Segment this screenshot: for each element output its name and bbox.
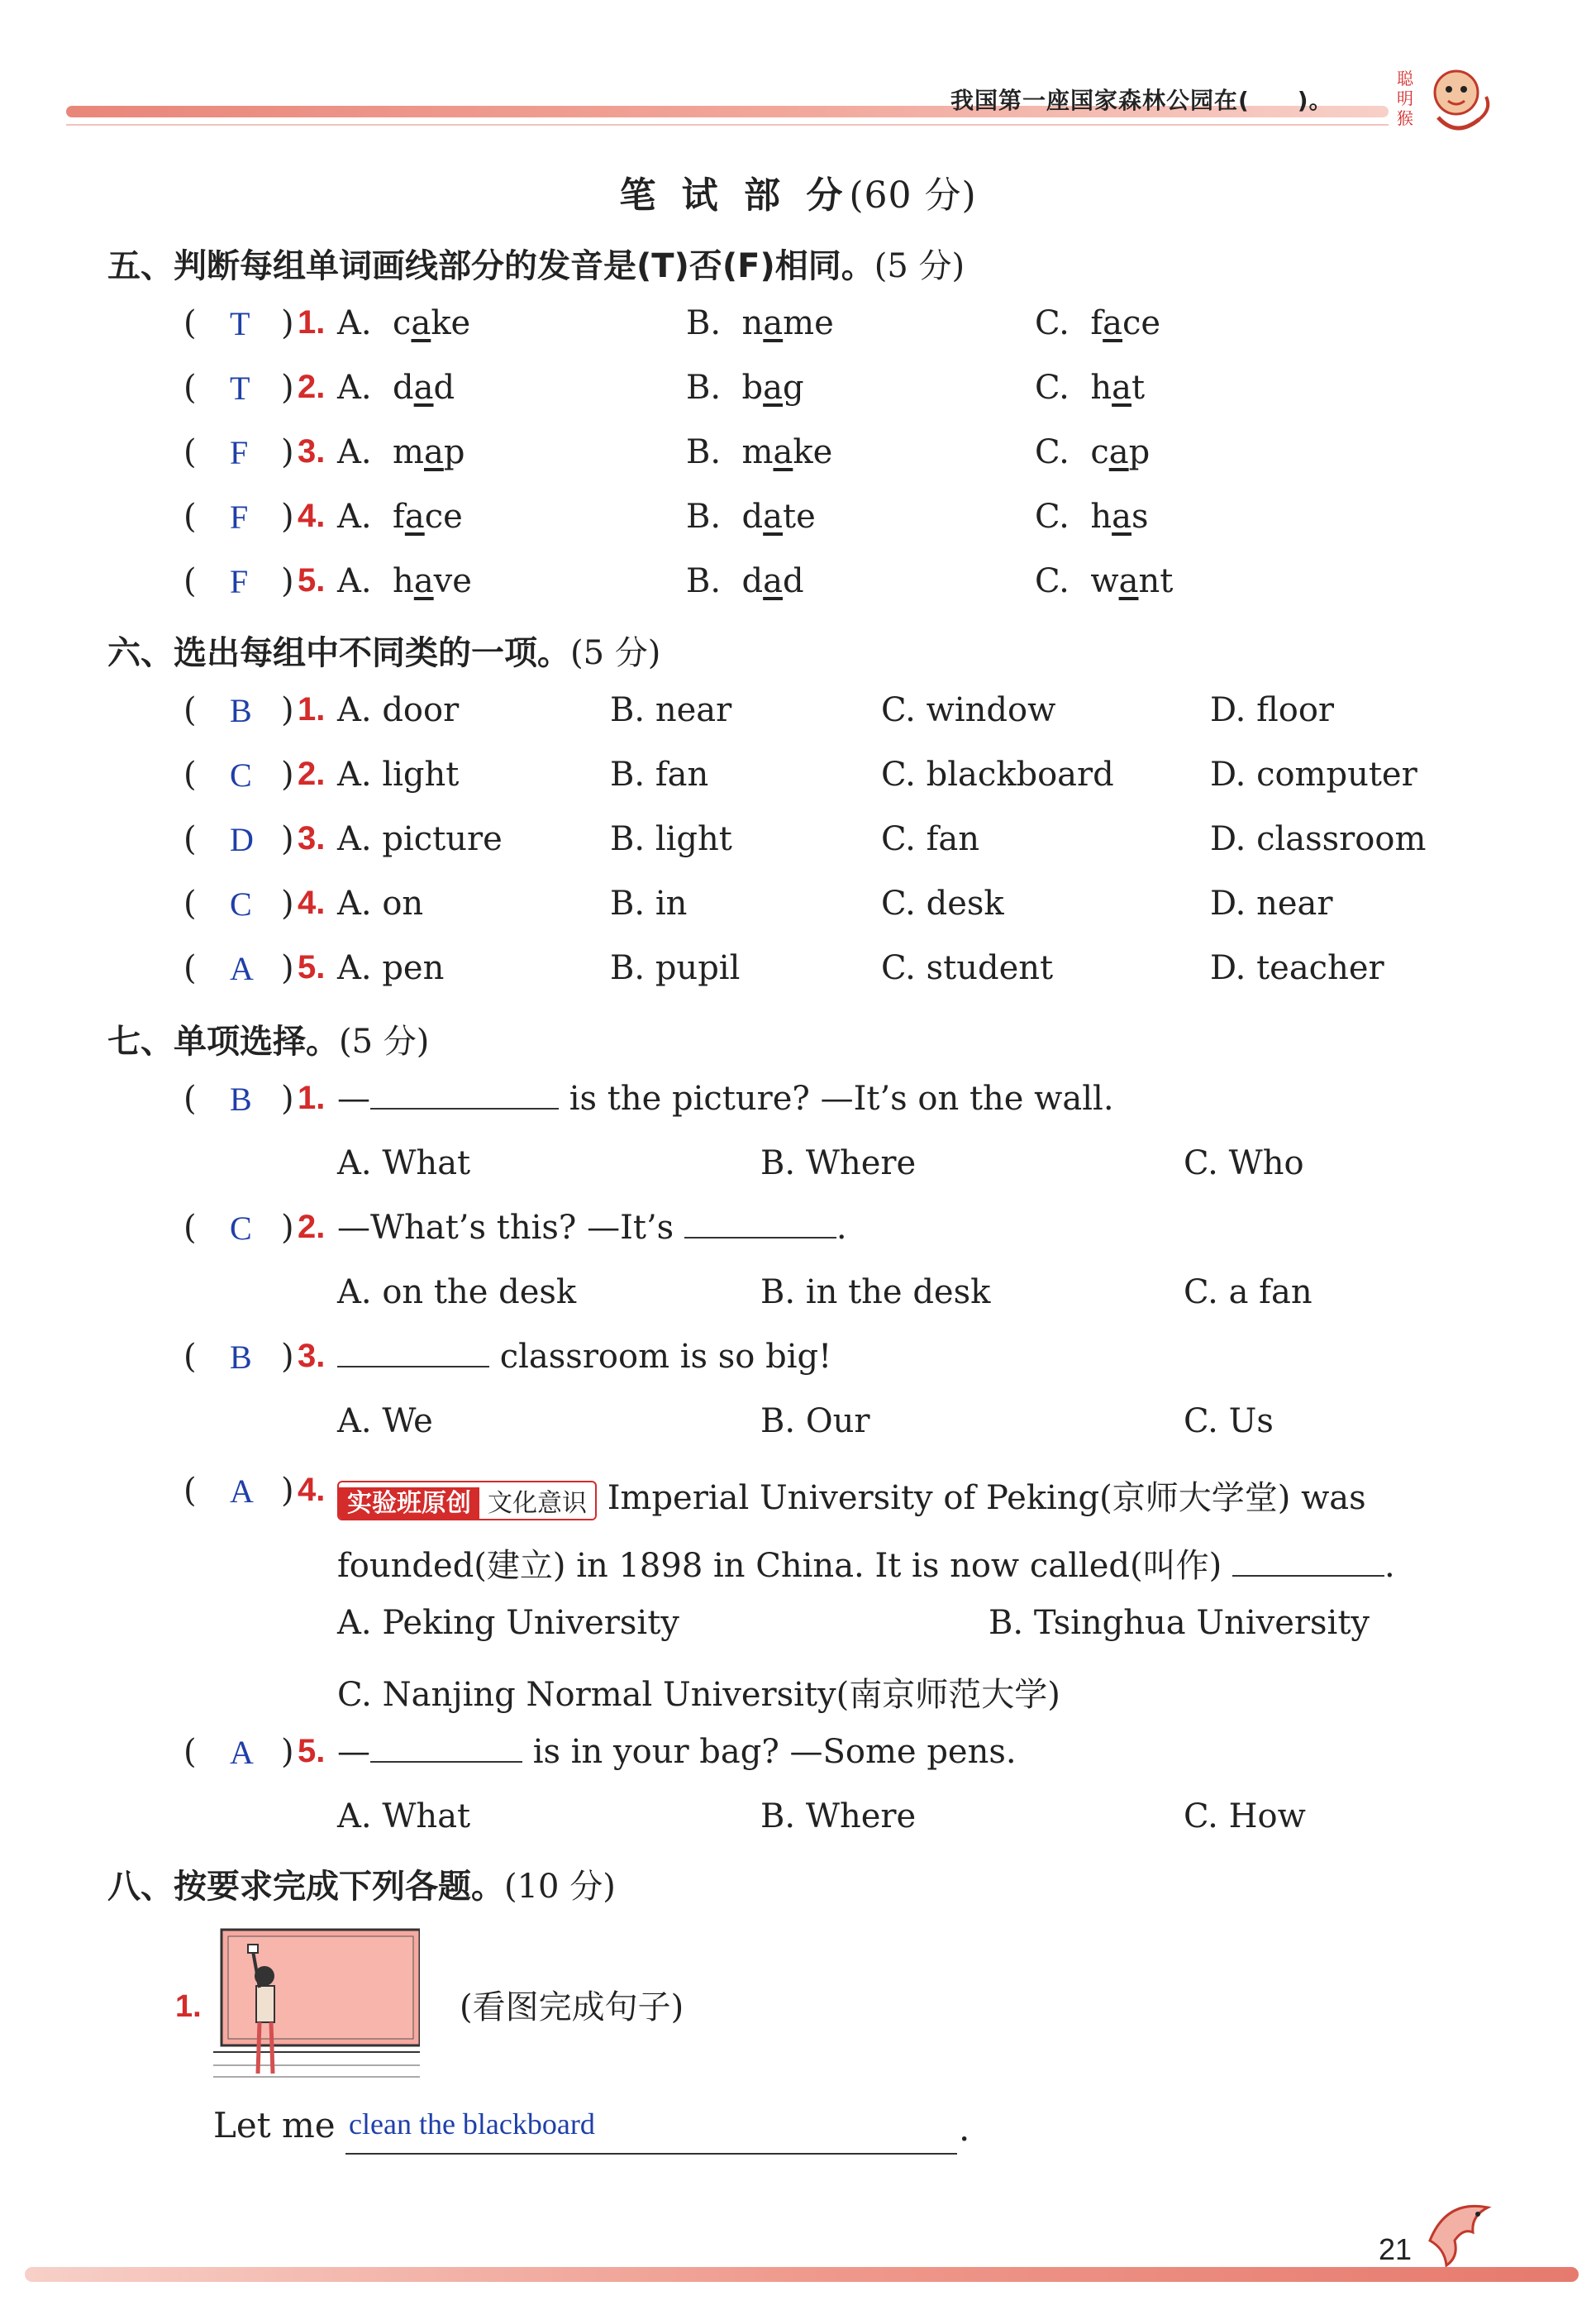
sec6-option: A. on: [337, 885, 424, 923]
sec5-option: B. bag: [686, 369, 804, 407]
svg-text:明: 明: [1397, 88, 1413, 108]
sec8-q1-answer: clean the blackboard: [349, 2107, 595, 2141]
sec5-option: B. name: [686, 304, 834, 342]
section-5-heading: 五、判断每组单词画线部分的发音是(T)否(F)相同。(5 分): [107, 247, 965, 285]
sec6-option: C. window: [881, 691, 1056, 729]
svg-text:猴: 猴: [1397, 108, 1413, 128]
sec7-q1: ( B ) 1. — is the picture? —It’s on the wall.: [183, 1080, 1114, 1118]
sec7-q2: ( C ) 2. —What’s this? —It’s .: [183, 1209, 847, 1247]
sec6-option: A. picture: [337, 820, 503, 858]
sec6-option: D. floor: [1210, 691, 1335, 729]
sec6-option: B. light: [610, 820, 732, 858]
sec8-q1-instruction: (看图完成句子): [460, 1988, 684, 2026]
sec7-q3-options: A. We B. Our C. Us: [337, 1402, 1274, 1440]
sec6-option: C. blackboard: [881, 756, 1114, 794]
sec7-q4-option-c: C. Nanjing Normal University(南京师范大学): [337, 1676, 1060, 1714]
sec7-q5: ( A ) 5. — is in your bag? —Some pens.: [183, 1733, 1017, 1771]
sec6-option: D. teacher: [1210, 949, 1384, 987]
sec6-item-1: ( B ) 1. A. door B. near C. window D. floor: [183, 691, 1335, 729]
sec6-option: A. pen: [337, 949, 445, 987]
sec6-option: C. student: [881, 949, 1054, 987]
blackboard-cleaning-picture: [213, 1926, 420, 2083]
sec7-q2-options: A. on the desk B. in the desk C. a fan: [337, 1273, 1313, 1311]
sec5-option: C. hat: [1035, 369, 1146, 407]
sec5-option: C. face: [1035, 304, 1161, 342]
sec5-option: B. date: [686, 498, 816, 536]
sec5-option: C. has: [1035, 498, 1149, 536]
sec8-q1-prefix: Let me: [213, 2105, 336, 2145]
page-title: 笔 试 部 分(60 分): [619, 174, 977, 217]
sec7-q3: ( B ) 3. classroom is so big!: [183, 1338, 832, 1376]
sec6-option: C. desk: [881, 885, 1004, 923]
page-number: 21: [1379, 2232, 1413, 2266]
section-6-heading: 六、选出每组中不同类的一项。(5 分): [107, 634, 661, 672]
sec5-option: C. want: [1035, 562, 1174, 600]
dolphin-icon: [1413, 2191, 1504, 2274]
sec6-item-3: ( D ) 3. A. picture B. light C. fan D. classroom: [183, 820, 1427, 858]
sec6-option: B. fan: [610, 756, 709, 794]
sec6-option: B. in: [610, 885, 688, 923]
header-rule: [66, 124, 1389, 126]
sec7-q5-options: A. What B. Where C. How: [337, 1797, 1306, 1835]
sec6-option: D. computer: [1210, 756, 1417, 794]
sec6-option: D. near: [1210, 885, 1333, 923]
sec5-item-1: ( T ) 1. A. cake B. name C. face: [183, 304, 1161, 342]
sec7-q4-line2: founded(建立) in 1898 in China. It is now called(叫作) .: [337, 1547, 1395, 1585]
sec5-item-3: ( F ) 3. A. map B. make C. cap: [183, 433, 1151, 471]
sec7-q1-options: A. What B. Where C. Who: [337, 1144, 1304, 1182]
sec5-item-5: ( F ) 5. A. have B. dad C. want: [183, 562, 1174, 600]
sec6-option: A. light: [337, 756, 460, 794]
sec5-option: B. dad: [686, 562, 804, 600]
header-question: 我国第一座国家森林公园在( )。: [950, 87, 1333, 114]
sec7-q4: ( A ) 4. 实验班原创 文化意识 Imperial University of Peking(京师大学堂) was: [0, 1472, 1596, 1530]
sec5-item-2: ( T ) 2. A. dad B. bag C. hat: [183, 369, 1146, 407]
section-7-heading: 七、单项选择。(5 分): [107, 1023, 430, 1061]
sec5-option: A. dad: [337, 369, 455, 407]
sec6-option: A. door: [337, 691, 460, 729]
original-tag: 实验班原创 文化意识: [337, 1481, 597, 1520]
sec7-q4-options-ab: A. Peking University B. Tsinghua University: [337, 1604, 1370, 1642]
sec5-option: C. cap: [1035, 433, 1151, 471]
sec5-option: A. have: [337, 562, 472, 600]
section-8-heading: 八、按要求完成下列各题。(10 分): [107, 1868, 616, 1906]
sec6-option: B. pupil: [610, 949, 741, 987]
sec6-item-2: ( C ) 2. A. light B. fan C. blackboard D. computer: [183, 756, 1417, 794]
sec6-option: C. fan: [881, 820, 980, 858]
svg-text:聪: 聪: [1397, 69, 1413, 88]
sec5-option: A. cake: [337, 304, 471, 342]
sec5-option: A. face: [337, 498, 463, 536]
sec5-option: B. make: [686, 433, 833, 471]
sec6-option: D. classroom: [1210, 820, 1427, 858]
monkey-mascot-icon: [1397, 60, 1496, 142]
sec6-item-5: ( A ) 5. A. pen B. pupil C. student D. teacher: [183, 949, 1384, 987]
sec5-item-4: ( F ) 4. A. face B. date C. has: [183, 498, 1149, 536]
sec6-option: B. near: [610, 691, 732, 729]
footer-bar: [25, 2267, 1579, 2282]
sec8-q1-period: .: [959, 2108, 970, 2149]
sec5-option: A. map: [337, 433, 465, 471]
sec6-item-4: ( C ) 4. A. on B. in C. desk D. near: [183, 885, 1333, 923]
sec8-q1-number: 1.: [175, 1989, 202, 2024]
